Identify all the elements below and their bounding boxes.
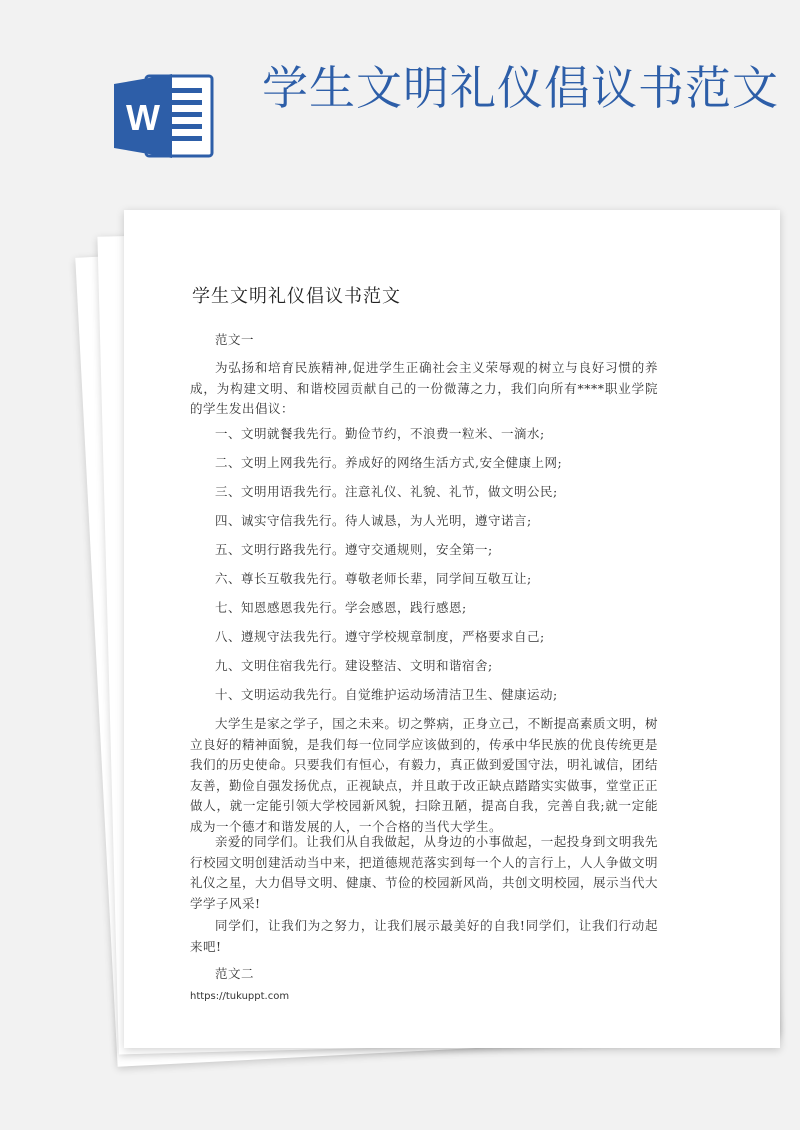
word-document-icon — [112, 70, 216, 162]
footer-url: https://tukuppt.com — [190, 991, 290, 1002]
list-item: 九、文明住宿我先行。建设整洁、文明和谐宿舍; — [215, 658, 493, 673]
list-item: 八、遵规守法我先行。遵守学校规章制度，严格要求自己; — [215, 629, 545, 644]
list-item: 二、文明上网我先行。养成好的网络生活方式,安全健康上网; — [215, 455, 563, 470]
intro-paragraph: 为弘扬和培育民族精神,促进学生正确社会主义荣辱观的树立与良好习惯的养成，为构建文明、和谐校园贡献自己的一份微薄之力，我们向所有****职业学院的学生发出倡议： — [190, 360, 658, 416]
section2-label: 范文二 — [215, 966, 255, 981]
list-item: 六、尊长互敬我先行。尊敬老师长辈，同学间互敬互让; — [215, 571, 532, 586]
section1-label: 范文一 — [215, 332, 255, 347]
list-item: 三、文明用语我先行。注意礼仪、礼貌、礼节，做文明公民; — [215, 484, 558, 499]
list-item: 五、文明行路我先行。遵守交通规则，安全第一; — [215, 542, 493, 557]
body-paragraph: 大学生是家之学子，国之未来。切之弊病，正身立己，不断提高素质文明，树立良好的精神面貌，是我们每一位同学应该做到的，传承中华民族的优良传统更是我们的历史使命。只要我们有恒心，有毅力，真正做到爱国守法，明礼诚信，团结友善，勤俭自强发扬优点，正视缺点，并且敢于改正缺点踏踏实实做事，堂堂正正做人，就一定能引领大学校园新风貌，扫除丑陋，提高自我，完善自我;就一定能成为一个德才和谐发展的人，一个合格的当代大学生。 — [190, 716, 659, 834]
list-item: 四、诚实守信我先行。待人诚恳，为人光明，遵守诺言; — [215, 513, 532, 528]
svg-text:W: W — [126, 97, 160, 138]
list-item: 一、文明就餐我先行。勤俭节约，不浪费一粒米、一滴水; — [215, 426, 545, 441]
banner-title: 学生文明礼仪倡议书范文 — [262, 61, 779, 115]
body-paragraph: 亲爱的同学们。让我们从自我做起，从身边的小事做起，一起投身到文明我先行校园文明创建活动当中来，把道德规范落实到每一个人的言行上，人人争做文明礼仪之星，大力倡导文明、健康、节俭的校园新风尚，共创文明校园，展示当代大学学子风采! — [190, 834, 659, 911]
document-title: 学生文明礼仪倡议书范文 — [192, 286, 401, 307]
list-item: 七、知恩感恩我先行。学会感恩，践行感恩; — [215, 600, 467, 615]
body-paragraph: 同学们，让我们为之努力，让我们展示最美好的自我!同学们，让我们行动起来吧! — [190, 918, 658, 954]
list-item: 十、文明运动我先行。自觉维护运动场清洁卫生、健康运动; — [215, 687, 558, 702]
